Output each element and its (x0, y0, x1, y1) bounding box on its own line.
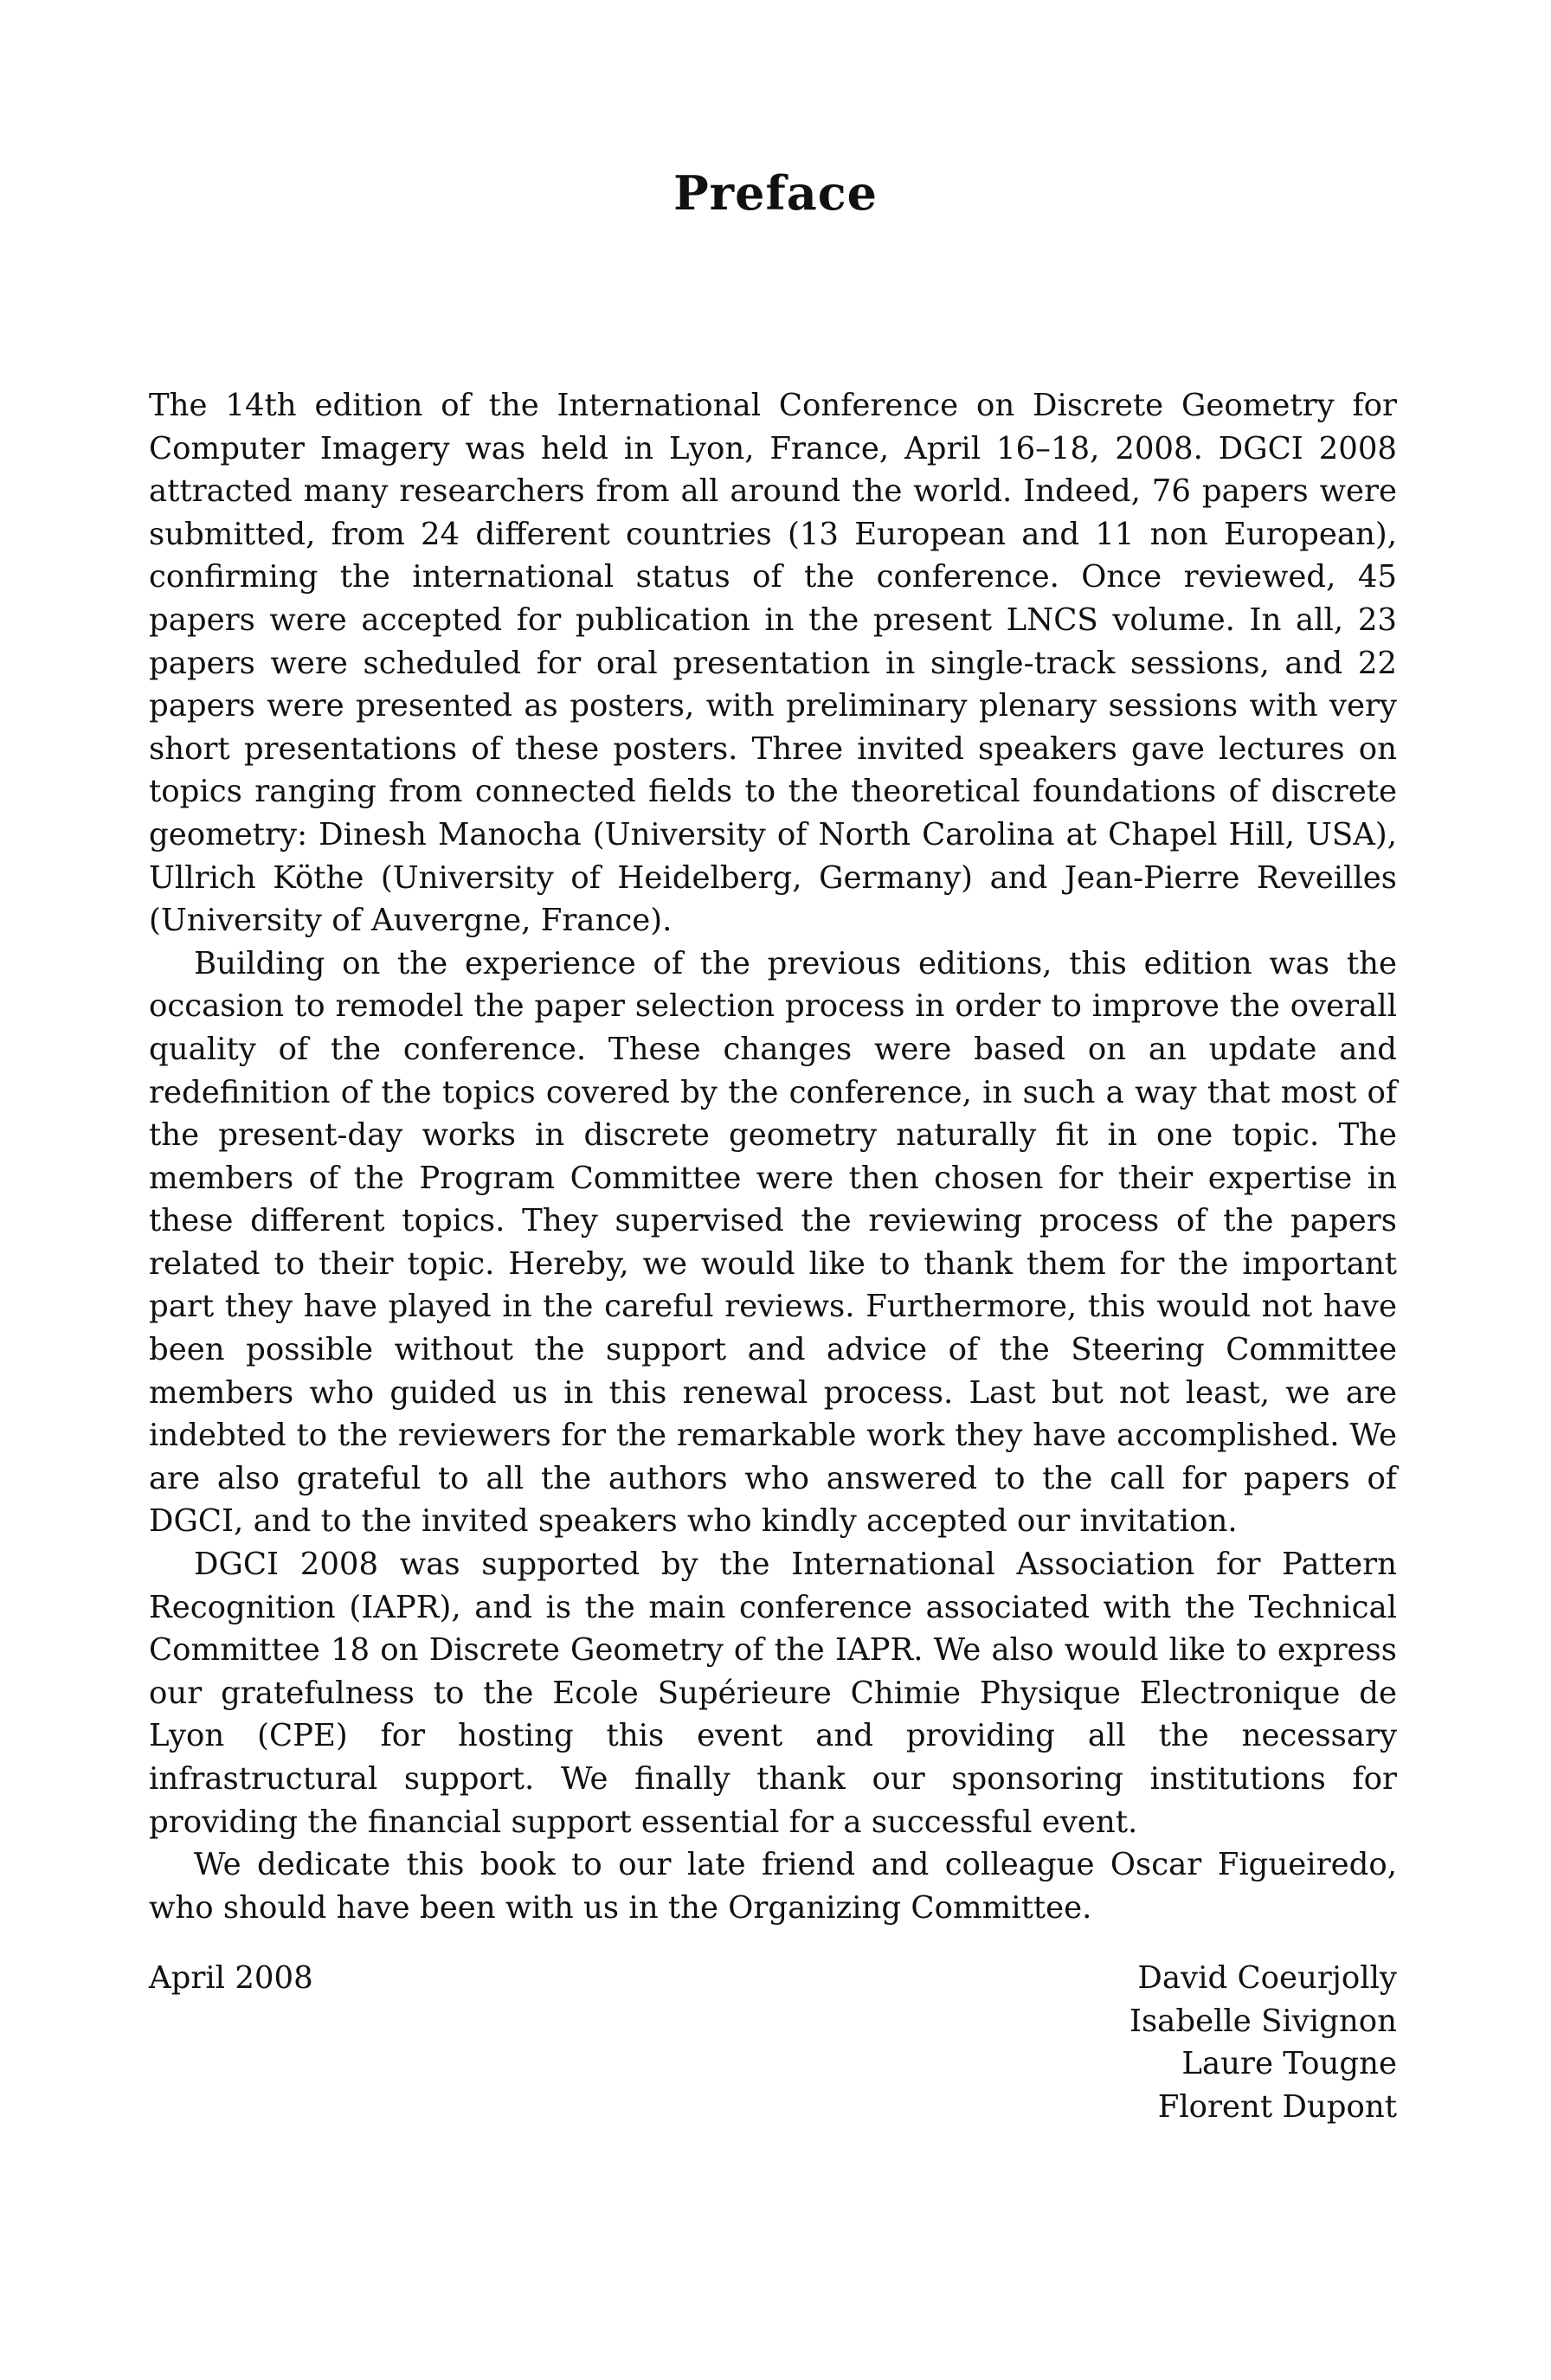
paragraph-2: Building on the experience of the previous editions, this edition was the occasion to remodel the paper selection process in order to improve the overall quality of the conference. These changes were based on an update and redefinition of the topics covered by the conference, in such a way that most of the present-day works in discrete geometry naturally fit in one topic. The members of the Program Committee were then chosen for their expertise in these different topics. They supervised the reviewing process of the papers related to their topic. Hereby, we would like to thank them for the important part they have played in the careful reviews. Furthermore, this would not have been possible without the support and advice of the Steering Committee members who guided us in this renewal process. Last but not least, we are indebted to the reviewers for the remarkable work they have accomplished. We are also grateful to all the authors who answered to the call for papers of DGCI, and to the invited speakers who kindly accepted our invitation. (149, 945, 1397, 1540)
preface-body (149, 384, 1397, 1929)
paragraph-4: We dedicate this book to our late friend and colleague Oscar Figueiredo, who should have been with us in the Organizing Committee. (149, 1847, 1397, 1926)
paragraph-1: The 14th edition of the International Conference on Discrete Geometry for Computer Imagery was held in Lyon, France, April 16–18, 2008. DGCI 2008 attracted many researchers from all around the world. Indeed, 76 papers were submitted, from 24 different countries (13 European and 11 non European), confirming the international status of the conference. Once reviewed, 45 papers were accepted for publication in the present LNCS volume. In all, 23 papers were scheduled for oral presentation in single-track sessions, and 22 papers were presented as posters, with preliminary plenary sessions with very short presentations of these posters. Three invited speakers gave lectures on topics ranging from connected fields to the theoretical foundations of discrete geometry: Dinesh Manocha (University of North Carolina at Chapel Hill, USA), Ullrich Köthe (University of Heidelberg, Germany) and Jean-Pierre Reveilles (University of Auvergne, France). (149, 388, 1397, 939)
signatories-list (1129, 1957, 1397, 2128)
signatory-name: Florent Dupont (1157, 2088, 1397, 2125)
signoff (149, 1957, 1397, 2128)
paragraph-3: DGCI 2008 was supported by the International Association for Pattern Recognition (IAPR), and is the main conference associated with the Technical Committee 18 on Discrete Geometry of the IAPR. We also would like to express our gratefulness to the Ecole Supérieure Chimie Physique Electronique de Lyon (CPE) for hosting this event and providing all the necessary infrastructural support. We finally thank our sponsoring institutions for providing the financial support essential for a successful event. (149, 1547, 1397, 1840)
page-title: Preface (673, 165, 878, 221)
signatory-name: Laure Tougne (1181, 2046, 1397, 2082)
signatory-name: David Coeurjolly (1137, 1960, 1397, 1996)
signatory-name: Isabelle Sivignon (1129, 2003, 1397, 2039)
preface-date: April 2008 (149, 1960, 313, 1996)
